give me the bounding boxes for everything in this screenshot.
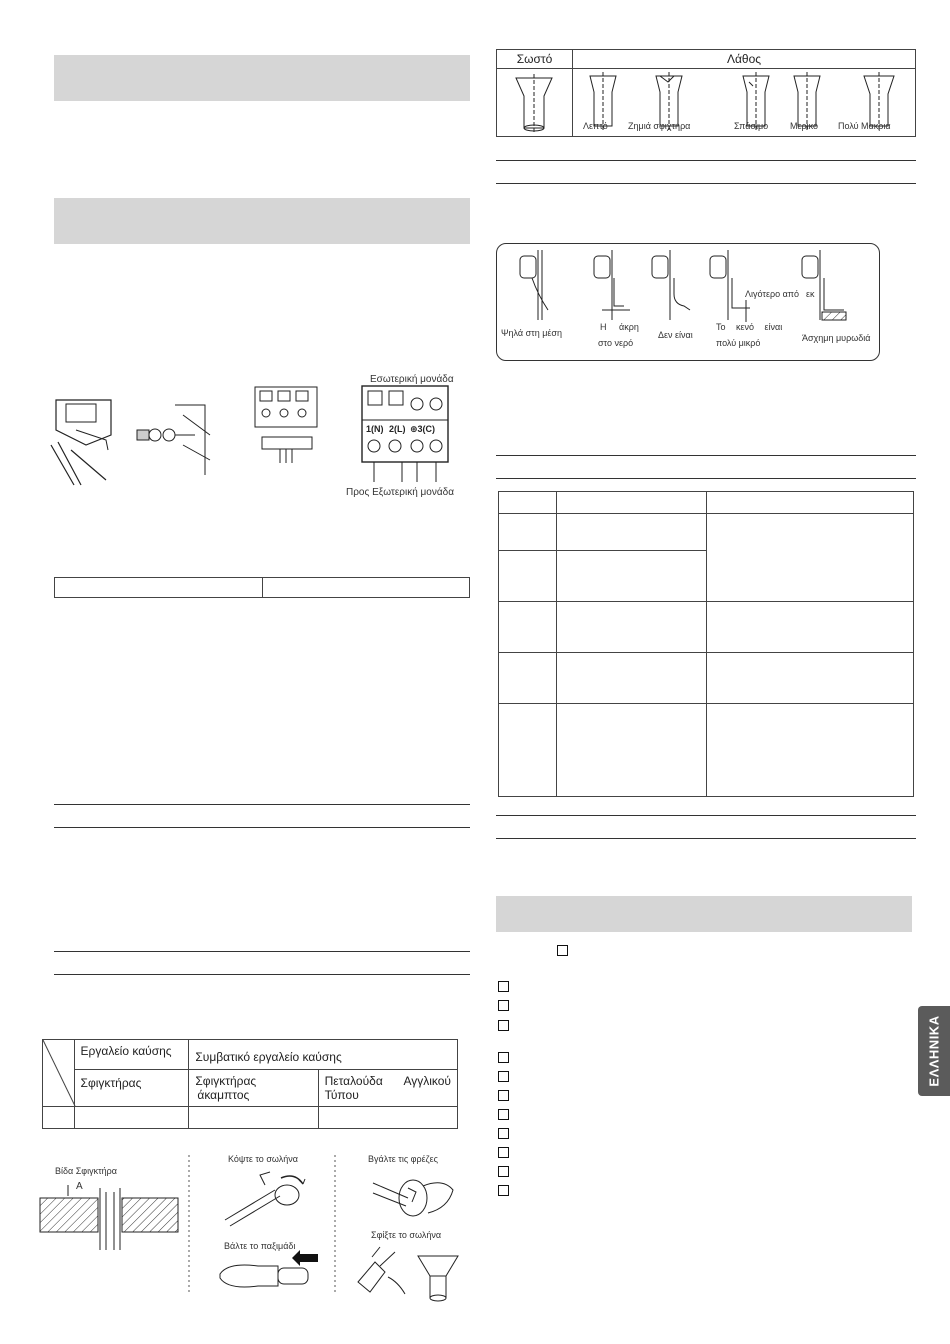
terminal-label-3c: ⊕3(C) xyxy=(410,424,436,434)
checkbox-item-2[interactable] xyxy=(498,1000,509,1011)
drain-label-in-water: στο νερό xyxy=(598,338,634,348)
flare-label-partial: Μερικό xyxy=(790,121,819,131)
checkbox-item-8[interactable] xyxy=(498,1128,509,1139)
pipe-cutter-illustration xyxy=(215,1170,315,1230)
flare-label-damaged: Ζημιά σφιχτήρα xyxy=(628,121,691,131)
drain-label-less-than: Λιγότερο από xyxy=(745,289,799,299)
dimension-a-label: A xyxy=(76,1181,83,1192)
checkbox-item-7[interactable] xyxy=(498,1109,509,1120)
rigid-clutch-header-1: Σφιγκτήρας xyxy=(195,1074,257,1088)
dotted-separator-1 xyxy=(188,1155,190,1295)
deburr-illustration xyxy=(368,1168,458,1223)
wing-nut-header-2: Τύπου xyxy=(324,1088,359,1102)
drain-label-cm: εκ xyxy=(806,289,815,299)
flare-label-too-long: Πολύ Μακριά xyxy=(838,121,891,131)
insert-nut-illustration xyxy=(218,1252,318,1292)
flare-label-cracked: Σπάσιμο xyxy=(734,121,769,131)
check-table xyxy=(498,491,914,797)
drain-case-1 xyxy=(518,250,558,320)
checkbox-item-3[interactable] xyxy=(498,1020,509,1031)
correct-flare-illustration xyxy=(514,74,554,134)
flare-clamp-cross-section xyxy=(40,1180,180,1250)
conventional-tool-header: Συμβατικό εργαλείο καύσης xyxy=(195,1050,342,1064)
flare-tools-table xyxy=(42,1039,458,1129)
drain-label-not: Δεν είναι xyxy=(658,330,693,340)
language-tab[interactable] xyxy=(918,1006,950,1096)
drain-case-3 xyxy=(650,250,690,320)
checkbox-item-4[interactable] xyxy=(498,1052,509,1063)
drain-label-tip: Η άκρη xyxy=(600,322,639,332)
section-header-band-1 xyxy=(54,55,470,101)
checkbox-item-1[interactable] xyxy=(498,981,509,992)
drain-label-bad-smell: Άσχημη μυρωδιά xyxy=(802,333,871,343)
correct-header: Σωστό xyxy=(516,52,553,66)
checkbox-item-9[interactable] xyxy=(498,1147,509,1158)
rigid-clutch-header-2: άκαμπτος xyxy=(197,1088,250,1102)
drain-case-4 xyxy=(708,250,758,325)
spec-table-small xyxy=(54,577,470,598)
clutch-type-header: Σφιγκτήρας xyxy=(80,1076,142,1090)
clamp-screw-label: Βίδα Σφιγκτήρα xyxy=(55,1166,117,1176)
drain-case-2 xyxy=(592,250,632,320)
section-header-band-2 xyxy=(54,198,470,244)
drain-label-too-small: πολύ μικρό xyxy=(716,338,761,348)
checkbox-item-11[interactable] xyxy=(498,1185,509,1196)
drain-label-high-middle: Ψηλά στη μέση xyxy=(501,328,562,338)
language-tab-label: ΕΛΛΗΝΙΚΑ xyxy=(926,1015,942,1087)
section-header-band-3 xyxy=(496,896,912,932)
drain-case-5 xyxy=(800,250,850,325)
flare-label-thin: Λεπτό xyxy=(583,121,608,131)
wing-nut-header-1: Πεταλούδα Αγγλικού xyxy=(324,1074,451,1088)
checkbox-item-6[interactable] xyxy=(498,1090,509,1101)
terminal-screw-illustration xyxy=(135,395,215,475)
tighten-pipe-label: Σφίξτε το σωλήνα xyxy=(371,1230,442,1240)
to-outdoor-unit-label: Προς Εξωτερική μονάδα xyxy=(346,487,454,498)
remove-burrs-label: Βγάλτε τις φρέζες xyxy=(368,1154,438,1164)
terminal-label-2l: 2(L) xyxy=(389,424,406,434)
terminal-label-1n: 1(N) xyxy=(366,424,384,434)
indoor-unit-open-illustration xyxy=(46,390,116,490)
checkbox-header[interactable] xyxy=(557,945,568,956)
flaring-tool-illustration xyxy=(350,1242,465,1302)
checkbox-item-10[interactable] xyxy=(498,1166,509,1177)
terminal-block-illustration xyxy=(250,385,325,465)
insert-nut-label: Βάλτε το παξιμάδι xyxy=(224,1241,296,1251)
checkbox-item-5[interactable] xyxy=(498,1071,509,1082)
flare-tool-header: Εργαλείο καύσης xyxy=(80,1044,172,1058)
cut-pipe-label: Κόψτε το σωλήνα xyxy=(228,1154,298,1164)
indoor-unit-label: Εσωτερική μονάδα xyxy=(370,374,454,385)
wrong-header: Λάθος xyxy=(726,52,762,66)
dotted-separator-2 xyxy=(334,1155,336,1295)
drain-label-gap: Το κενό είναι xyxy=(716,322,783,332)
